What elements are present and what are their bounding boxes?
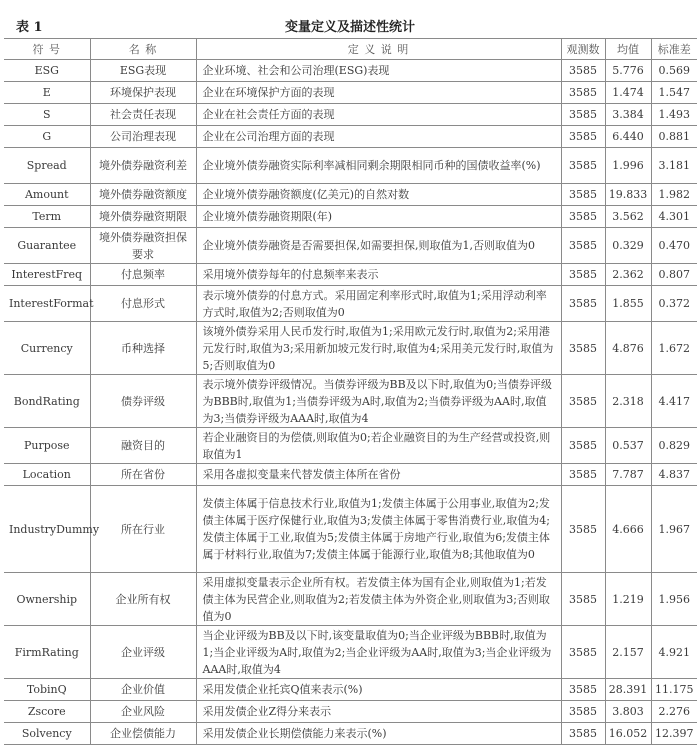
cell-sd: 0.807 xyxy=(651,264,697,286)
cell-sd: 4.301 xyxy=(651,206,697,228)
cell-symbol: Ownership xyxy=(4,573,90,626)
cell-observations: 3585 xyxy=(561,264,605,286)
table-row xyxy=(4,464,697,486)
cell-mean: 2.157 xyxy=(605,626,651,679)
cell-mean: 5.776 xyxy=(605,60,651,82)
cell-sd: 1.547 xyxy=(651,82,697,104)
cell-name: 企业偿债能力 xyxy=(90,723,196,745)
cell-observations: 3585 xyxy=(561,184,605,206)
cell-sd: 1.967 xyxy=(651,486,697,573)
cell-symbol: G xyxy=(4,126,90,148)
cell-sd: 12.397 xyxy=(651,723,697,745)
table-row xyxy=(4,322,697,375)
cell-mean: 7.787 xyxy=(605,464,651,486)
table-row xyxy=(4,428,697,464)
cell-observations: 3585 xyxy=(561,60,605,82)
cell-definition: 采用发债企业Z得分来表示 xyxy=(196,701,561,723)
cell-mean: 19.833 xyxy=(605,184,651,206)
table-row xyxy=(4,375,697,428)
cell-mean: 4.666 xyxy=(605,486,651,573)
table-row xyxy=(4,126,697,148)
cell-symbol: Guarantee xyxy=(4,228,90,264)
cell-definition: 企业境外债券融资是否需要担保,如需要担保,则取值为1,否则取值为0 xyxy=(196,228,561,264)
cell-mean: 16.052 xyxy=(605,723,651,745)
cell-symbol: InterestFreq xyxy=(4,264,90,286)
cell-name: 付息形式 xyxy=(90,286,196,322)
table-row xyxy=(4,723,697,745)
table-caption xyxy=(4,14,696,36)
cell-observations: 3585 xyxy=(561,148,605,184)
cell-sd: 3.181 xyxy=(651,148,697,184)
cell-name: ESG表现 xyxy=(90,60,196,82)
cell-mean: 2.318 xyxy=(605,375,651,428)
cell-sd: 0.470 xyxy=(651,228,697,264)
cell-mean: 1.996 xyxy=(605,148,651,184)
cell-symbol: E xyxy=(4,82,90,104)
cell-symbol: Purpose xyxy=(4,428,90,464)
cell-observations: 3585 xyxy=(561,126,605,148)
cell-definition: 采用境外债券每年的付息频率来表示 xyxy=(196,264,561,286)
cell-definition: 若企业融资目的为偿债,则取值为0;若企业融资目的为生产经营或投资,则取值为1 xyxy=(196,428,561,464)
table-row xyxy=(4,264,697,286)
cell-mean: 1.219 xyxy=(605,573,651,626)
header-mean: 均值 xyxy=(605,39,651,60)
table-row xyxy=(4,573,697,626)
cell-observations: 3585 xyxy=(561,375,605,428)
cell-name: 境外债券融资期限 xyxy=(90,206,196,228)
cell-sd: 0.881 xyxy=(651,126,697,148)
cell-mean: 1.855 xyxy=(605,286,651,322)
cell-name: 境外债券融资额度 xyxy=(90,184,196,206)
table-row xyxy=(4,60,697,82)
cell-definition: 企业境外债券融资额度(亿美元)的自然对数 xyxy=(196,184,561,206)
cell-observations: 3585 xyxy=(561,464,605,486)
header-sd: 标准差 xyxy=(651,39,697,60)
header-symbol: 符 号 xyxy=(4,39,90,60)
cell-symbol: BondRating xyxy=(4,375,90,428)
cell-name: 所在省份 xyxy=(90,464,196,486)
table-row xyxy=(4,104,697,126)
cell-observations: 3585 xyxy=(561,573,605,626)
cell-observations: 3585 xyxy=(561,82,605,104)
cell-definition: 表示境外债券的付息方式。采用固定利率形式时,取值为1;采用浮动利率方式时,取值为2;否则取值为0 xyxy=(196,286,561,322)
cell-name: 所在行业 xyxy=(90,486,196,573)
cell-sd: 2.276 xyxy=(651,701,697,723)
cell-observations: 3585 xyxy=(561,486,605,573)
cell-symbol: Spread xyxy=(4,148,90,184)
table-row xyxy=(4,206,697,228)
cell-name: 企业评级 xyxy=(90,626,196,679)
header-row xyxy=(4,39,697,60)
cell-observations: 3585 xyxy=(561,701,605,723)
cell-sd: 4.921 xyxy=(651,626,697,679)
cell-symbol: InterestFormat xyxy=(4,286,90,322)
cell-definition: 采用各虚拟变量来代替发债主体所在省份 xyxy=(196,464,561,486)
cell-definition: 采用发债企业托宾Q值来表示(%) xyxy=(196,679,561,701)
cell-observations: 3585 xyxy=(561,428,605,464)
cell-sd: 11.175 xyxy=(651,679,697,701)
table-row xyxy=(4,82,697,104)
table-row xyxy=(4,184,697,206)
cell-symbol: Currency xyxy=(4,322,90,375)
cell-observations: 3585 xyxy=(561,206,605,228)
cell-definition: 表示境外债券评级情况。当债券评级为BB及以下时,取值为0;当债券评级为BBB时,取值为1;当债券评级为A时,取值为2;当债券评级为AA时,取值为3;当债券评级为AAA时,取值为4 xyxy=(196,375,561,428)
cell-sd: 1.956 xyxy=(651,573,697,626)
cell-name: 币种选择 xyxy=(90,322,196,375)
cell-definition: 发债主体属于信息技术行业,取值为1;发债主体属于公用事业,取值为2;发债主体属于医疗保健行业,取值为3;发债主体属于零售消费行业,取值为4;发债主体属于工业,取值为5;发债主体属于房地产行业,取值为6;发债主体属于材料行业,取值为7;发债主体属于能源行业,取值为8;其他取值为0 xyxy=(196,486,561,573)
table-row xyxy=(4,148,697,184)
cell-mean: 0.537 xyxy=(605,428,651,464)
table-row xyxy=(4,701,697,723)
cell-observations: 3585 xyxy=(561,626,605,679)
cell-observations: 3585 xyxy=(561,228,605,264)
cell-name: 社会责任表现 xyxy=(90,104,196,126)
cell-sd: 0.372 xyxy=(651,286,697,322)
cell-symbol: Location xyxy=(4,464,90,486)
table-row xyxy=(4,626,697,679)
cell-observations: 3585 xyxy=(561,679,605,701)
cell-sd: 1.982 xyxy=(651,184,697,206)
cell-symbol: Solvency xyxy=(4,723,90,745)
cell-observations: 3585 xyxy=(561,723,605,745)
header-definition: 定 义 说 明 xyxy=(196,39,561,60)
cell-mean: 2.362 xyxy=(605,264,651,286)
cell-symbol: Zscore xyxy=(4,701,90,723)
cell-name: 付息频率 xyxy=(90,264,196,286)
cell-definition: 企业境外债券融资实际利率减相同剩余期限相同币种的国债收益率(%) xyxy=(196,148,561,184)
cell-definition: 企业环境、社会和公司治理(ESG)表现 xyxy=(196,60,561,82)
cell-observations: 3585 xyxy=(561,104,605,126)
table-title: 变量定义及描述性统计 xyxy=(284,20,415,35)
cell-definition: 企业在公司治理方面的表现 xyxy=(196,126,561,148)
cell-symbol: IndustryDummy xyxy=(4,486,90,573)
cell-name: 企业价值 xyxy=(90,679,196,701)
cell-sd: 4.837 xyxy=(651,464,697,486)
cell-observations: 3585 xyxy=(561,286,605,322)
cell-symbol: Term xyxy=(4,206,90,228)
cell-name: 融资目的 xyxy=(90,428,196,464)
cell-definition: 采用发债企业长期偿债能力来表示(%) xyxy=(196,723,561,745)
cell-sd: 1.672 xyxy=(651,322,697,375)
cell-mean: 3.803 xyxy=(605,701,651,723)
header-observations: 观测数 xyxy=(561,39,605,60)
cell-mean: 28.391 xyxy=(605,679,651,701)
table-row xyxy=(4,486,697,573)
cell-symbol: FirmRating xyxy=(4,626,90,679)
cell-symbol: Amount xyxy=(4,184,90,206)
cell-symbol: S xyxy=(4,104,90,126)
cell-mean: 6.440 xyxy=(605,126,651,148)
header-name: 名 称 xyxy=(90,39,196,60)
cell-sd: 1.493 xyxy=(651,104,697,126)
cell-name: 境外债券融资担保要求 xyxy=(90,228,196,264)
cell-name: 境外债券融资利差 xyxy=(90,148,196,184)
cell-name: 企业风险 xyxy=(90,701,196,723)
table-number: 表 1 xyxy=(16,20,43,35)
cell-mean: 3.562 xyxy=(605,206,651,228)
cell-mean: 1.474 xyxy=(605,82,651,104)
cell-definition: 采用虚拟变量表示企业所有权。若发债主体为国有企业,则取值为1;若发债主体为民营企业,则取值为2;若发债主体为外资企业,则取值为3;否则取值为0 xyxy=(196,573,561,626)
cell-definition: 企业在社会责任方面的表现 xyxy=(196,104,561,126)
cell-definition: 企业在环境保护方面的表现 xyxy=(196,82,561,104)
cell-symbol: TobinQ xyxy=(4,679,90,701)
cell-definition: 该境外债券采用人民币发行时,取值为1;采用欧元发行时,取值为2;采用港元发行时,取值为3;采用新加坡元发行时,取值为4;采用美元发行时,取值为5;否则取值为0 xyxy=(196,322,561,375)
cell-name: 企业所有权 xyxy=(90,573,196,626)
cell-symbol: ESG xyxy=(4,60,90,82)
cell-mean: 3.384 xyxy=(605,104,651,126)
variable-definition-table xyxy=(4,38,697,745)
cell-mean: 4.876 xyxy=(605,322,651,375)
table-row xyxy=(4,286,697,322)
table-row xyxy=(4,679,697,701)
table-row xyxy=(4,228,697,264)
cell-sd: 4.417 xyxy=(651,375,697,428)
cell-definition: 企业境外债券融资期限(年) xyxy=(196,206,561,228)
cell-observations: 3585 xyxy=(561,322,605,375)
cell-sd: 0.829 xyxy=(651,428,697,464)
cell-mean: 0.329 xyxy=(605,228,651,264)
cell-name: 公司治理表现 xyxy=(90,126,196,148)
cell-sd: 0.569 xyxy=(651,60,697,82)
cell-name: 债券评级 xyxy=(90,375,196,428)
cell-definition: 当企业评级为BB及以下时,该变量取值为0;当企业评级为BBB时,取值为1;当企业评级为A时,取值为2;当企业评级为AA时,取值为3;当企业评级为AAA时,取值为4 xyxy=(196,626,561,679)
cell-name: 环境保护表现 xyxy=(90,82,196,104)
